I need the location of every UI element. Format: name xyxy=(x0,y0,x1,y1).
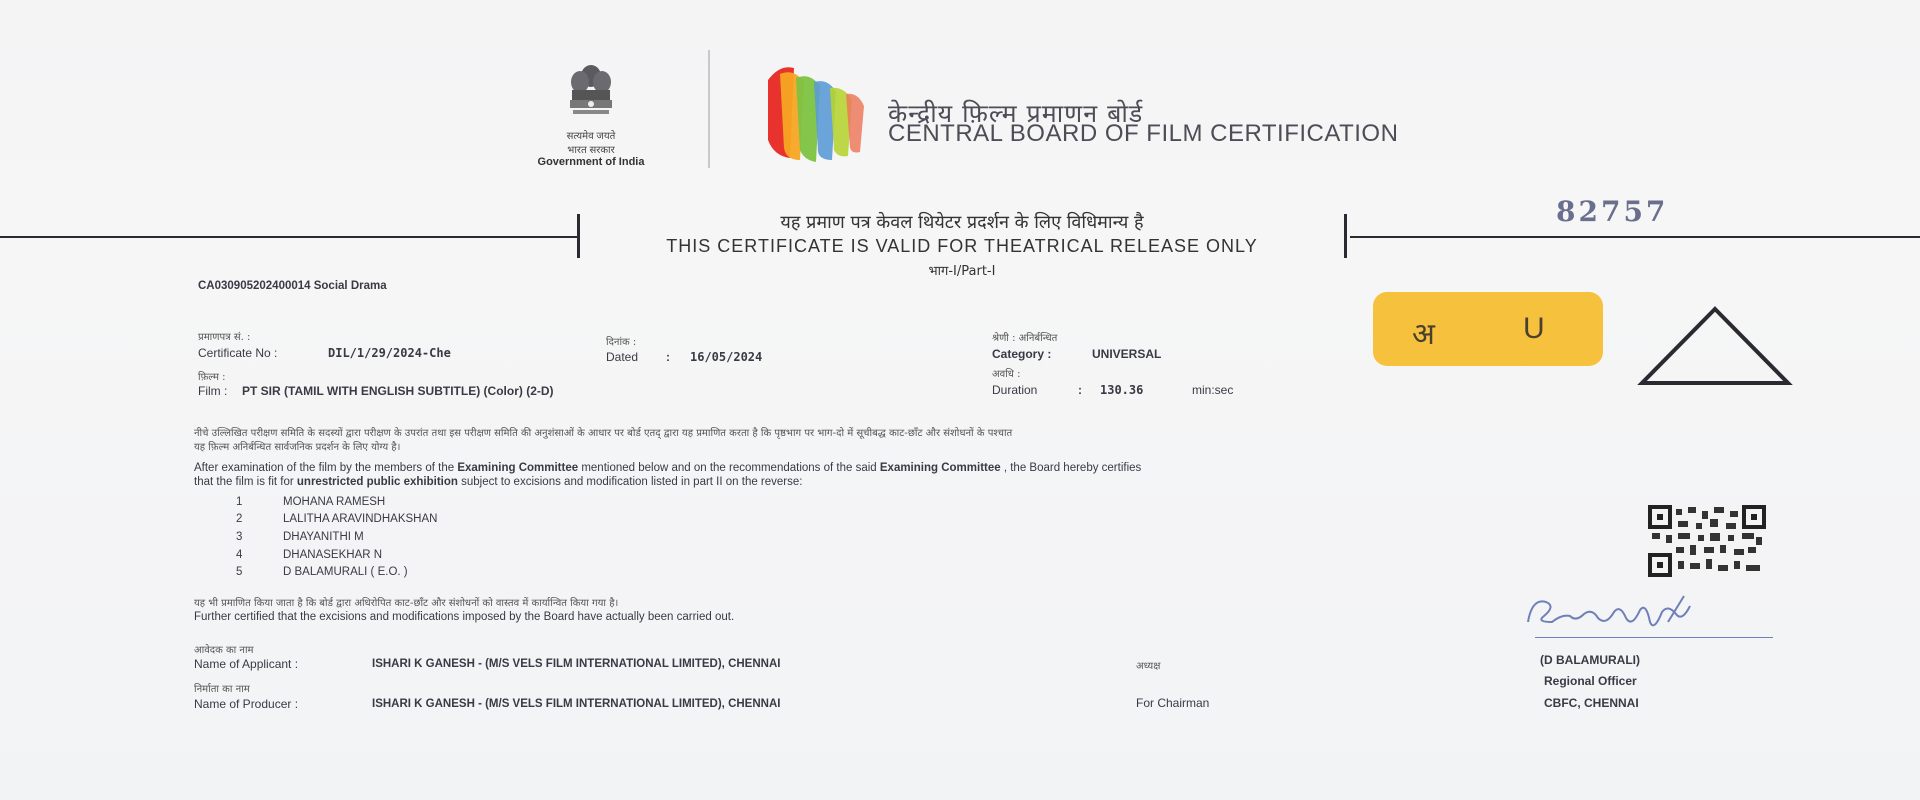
cert-text-part: mentioned below and on the recommendations of the said xyxy=(578,462,880,474)
header-divider xyxy=(708,50,710,168)
cert-no-hindi: प्रमाणपत्र सं. : xyxy=(198,332,251,343)
cbfc-logo-icon xyxy=(760,60,870,164)
banner-hindi: यह प्रमाण पत्र केवल थियेटर प्रदर्शन के लिए विधिमान्य है xyxy=(780,212,1144,233)
ashoka-emblem-icon xyxy=(563,62,619,128)
further-hindi: यह भी प्रमाणित किया जाता है कि बोर्ड द्वारा अधिरोपित काट-छाँट और संशोधनों को वास्तव में कार्यान्वित किया गया है। xyxy=(194,598,619,609)
board-name-hindi: केन्द्रीय फ़िल्म प्रमाणन बोर्ड xyxy=(888,99,1144,128)
dated-colon: : xyxy=(666,350,670,364)
applicant-hindi: आवेदक का नाम xyxy=(194,645,254,656)
cert-text-emph: Examining Committee xyxy=(457,462,579,474)
member-name: DHANASEKHAR N xyxy=(283,549,383,561)
duration-value: 130.36 xyxy=(1100,383,1144,397)
dated-value: 16/05/2024 xyxy=(690,350,763,364)
producer-value: ISHARI K GANESH - (M/S VELS FILM INTERNATIONAL LIMITED), CHENNAI xyxy=(372,698,781,710)
member-number: 4 xyxy=(236,549,243,561)
certification-hindi-line1: नीचे उल्लिखित परीक्षण समिति के सदस्यों द्वारा परीक्षण के उपरांत तथा इस परीक्षण समिति की अनुशंसाओं के आधार पर बोर्ड एतद् द्वारा यह प्रमाणित करता है कि पृष्ठभाग पर भाग-दो में सूचीबद्ध काट-छाँट और संशोधनों के पश्चात xyxy=(194,428,1013,439)
serial-number: 82757 xyxy=(1556,195,1669,228)
certification-line2 xyxy=(194,475,1754,489)
emblem-block xyxy=(535,62,647,168)
duration-colon: : xyxy=(1078,383,1082,397)
banner-bracket-right xyxy=(1344,214,1347,258)
cert-text-part: After examination of the film by the members of the xyxy=(194,462,458,474)
certification-hindi xyxy=(194,427,1754,455)
member-number: 3 xyxy=(236,531,243,543)
rating-english: U xyxy=(1523,312,1545,345)
banner-rule-right xyxy=(1350,236,1920,238)
cert-text-part: , the Board hereby certifies xyxy=(1000,462,1142,474)
banner-rule-left xyxy=(0,236,578,238)
member-number: 2 xyxy=(236,513,243,525)
chair-hindi: अध्यक्ष xyxy=(1136,661,1161,672)
duration-unit: min:sec xyxy=(1192,383,1234,397)
duration-hindi: अवधि : xyxy=(992,369,1021,380)
reference-line: CA030905202400014 Social Drama xyxy=(198,280,387,292)
certification-english xyxy=(194,461,1754,489)
certification-line1 xyxy=(194,461,1754,475)
film-hindi: फ़िल्म : xyxy=(198,372,226,383)
chair-english: For Chairman xyxy=(1136,696,1210,710)
cert-text-emph: unrestricted public exhibition xyxy=(296,476,458,488)
qr-code-icon xyxy=(1648,505,1766,577)
member-name: DHAYANITHI M xyxy=(283,531,364,543)
emblem-motto: सत्यमेव जयते xyxy=(566,131,616,142)
category-value: UNIVERSAL xyxy=(1092,347,1162,361)
signatory-office: CBFC, CHENNAI xyxy=(1544,696,1639,710)
member-name: LALITHA ARAVINDHAKSHAN xyxy=(283,513,438,525)
cert-text-emph: Examining Committee xyxy=(879,462,1001,474)
category-label: Category : xyxy=(992,347,1052,361)
applicant-label: Name of Applicant : xyxy=(194,657,299,671)
signature-icon xyxy=(1518,592,1728,640)
signatory-title: Regional Officer xyxy=(1544,674,1637,688)
member-number: 1 xyxy=(236,496,243,508)
member-name: D BALAMURALI ( E.O. ) xyxy=(283,566,408,578)
banner-english: THIS CERTIFICATE IS VALID FOR THEATRICAL RELEASE ONLY xyxy=(666,236,1258,256)
cert-no-label: Certificate No : xyxy=(198,346,278,360)
triangle-symbol-icon xyxy=(1636,303,1794,389)
category-hindi: श्रेणी : अनिर्बन्धित xyxy=(992,333,1058,344)
dated-hindi: दिनांक : xyxy=(606,337,637,348)
validity-banner xyxy=(580,210,1344,279)
producer-label: Name of Producer : xyxy=(194,697,299,711)
further-english: Further certified that the excisions and modifications imposed by the Board have actually been carried out. xyxy=(194,611,735,623)
rating-badge xyxy=(1373,292,1603,366)
signatory-name: (D BALAMURALI) xyxy=(1540,653,1640,667)
certification-hindi-line2: यह फ़िल्म अनिर्बन्धित सार्वजनिक प्रदर्शन के लिए योग्य है। xyxy=(194,442,401,453)
banner-part: भाग-I/Part-I xyxy=(928,264,996,279)
film-label: Film : xyxy=(198,384,228,398)
member-name: MOHANA RAMESH xyxy=(283,496,386,508)
duration-label: Duration xyxy=(992,383,1038,397)
film-value: PT SIR (TAMIL WITH ENGLISH SUBTITLE) (Color) (2-D) xyxy=(242,384,554,398)
cert-text-part: that the film is fit for xyxy=(194,476,297,488)
producer-hindi: निर्माता का नाम xyxy=(194,684,250,695)
cert-no-value: DIL/1/29/2024-Che xyxy=(328,346,451,360)
gov-hindi: भारत सरकार xyxy=(567,145,615,156)
applicant-value: ISHARI K GANESH - (M/S VELS FILM INTERNATIONAL LIMITED), CHENNAI xyxy=(372,658,781,670)
board-name-english: CENTRAL BOARD OF FILM CERTIFICATION xyxy=(888,120,1399,147)
rating-hindi: अ xyxy=(1412,317,1435,352)
gov-english: Government of India xyxy=(537,156,645,168)
member-number: 5 xyxy=(236,566,243,578)
signature-line xyxy=(1535,637,1773,638)
dated-label: Dated xyxy=(606,350,639,364)
cert-text-part: subject to excisions and modification listed in part II on the reverse: xyxy=(457,476,803,488)
